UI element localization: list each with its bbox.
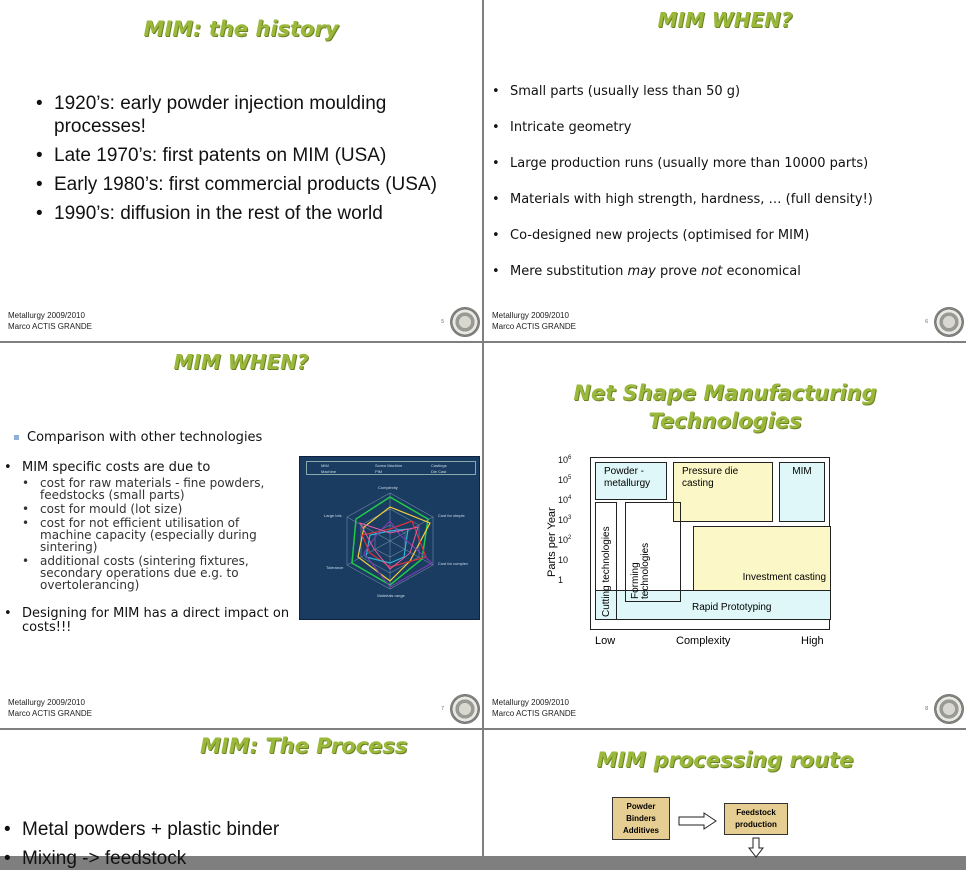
bullet-list — [36, 92, 476, 225]
y-tick: $10^4$ — [558, 495, 572, 505]
mim-box: MIM — [779, 462, 825, 522]
footer-line-1: Metallurgy 2009/2010 — [492, 311, 569, 320]
slide-title: MIM WHEN? — [657, 8, 793, 32]
list-item: • Intricate geometry — [492, 120, 962, 136]
slide-title: MIM processing route — [596, 748, 854, 772]
bullet-list — [4, 818, 474, 870]
text-part: Mere substitution — [510, 264, 628, 279]
footer-line-1: Metallurgy 2009/2010 — [8, 311, 85, 320]
y-tick: $10^2$ — [558, 535, 572, 545]
list-item: • Mixing -> feedstock — [4, 847, 474, 870]
y-tick: 10 — [558, 555, 569, 565]
slide-title: MIM WHEN? — [173, 350, 309, 374]
slide-10 — [484, 730, 966, 856]
footer-line-2: Marco ACTIS GRANDE — [8, 322, 93, 331]
forming-technologies-box — [625, 502, 681, 602]
footer — [492, 310, 576, 332]
sub-list-item: • additional costs (sintering fixtures, secondary operations due e.g. to overtolerancing) — [22, 555, 294, 591]
legend-item: MIM — [321, 463, 329, 468]
university-seal-icon — [934, 307, 964, 337]
page-number: 5 — [441, 319, 444, 325]
rapid-prototyping-box: Rapid Prototyping — [595, 590, 831, 620]
footer-line-2: Marco ACTIS GRANDE — [492, 709, 577, 718]
y-tick: $10^6$ — [558, 455, 572, 465]
slide-6 — [484, 0, 966, 341]
slide-title — [484, 379, 966, 435]
university-seal-icon — [934, 694, 964, 724]
list-item: • 1990’s: diffusion in the rest of the world — [36, 202, 476, 225]
list-item: • Early 1980’s: first commercial products (USA) — [36, 173, 476, 196]
list-item-text: MIM specific costs are due to — [22, 460, 211, 475]
list-item: • Small parts (usually less than 50 g) — [492, 84, 962, 100]
axis-label: Tolerance — [326, 565, 344, 570]
sub-list-item: • cost for raw materials - fine powders, feedstocks (small parts) — [22, 477, 294, 501]
radar-chart — [299, 456, 480, 620]
emphasis: may — [627, 264, 656, 279]
list-item: • Large production runs (usually more than 10000 parts) — [492, 156, 962, 172]
title-line-2: Technologies — [648, 409, 802, 433]
axis-label: Cost for simple — [438, 513, 465, 518]
page-number: 7 — [441, 706, 444, 712]
legend-item: PIM — [375, 469, 383, 474]
list-item — [492, 264, 962, 280]
list-item: • Materials with high strength, hardness, … (full density!) — [492, 192, 962, 208]
list-item: • Metal powders + plastic binder — [4, 818, 474, 841]
list-item: • Co-designed new projects (optimised for MIM) — [492, 228, 962, 244]
x-label-low: Low — [595, 635, 616, 647]
footer — [8, 310, 92, 332]
raw-materials-box: Powder Binders Additives — [612, 797, 670, 840]
powder-metallurgy-box: Powder - metallurgy — [595, 462, 667, 500]
text-part: economical — [722, 264, 801, 279]
investment-casting-box: Investment casting — [693, 526, 831, 592]
forming-label: Forming — [630, 562, 641, 599]
x-axis-label: Complexity — [676, 635, 731, 647]
footer-line-2: Marco ACTIS GRANDE — [492, 322, 577, 331]
feedstock-production-box: Feedstock production — [724, 803, 788, 835]
title-line-1: Net Shape Manufacturing — [573, 381, 877, 405]
intro-text: Comparison with other technologies — [27, 430, 263, 445]
slide-7 — [0, 343, 482, 728]
legend-item: Machine — [321, 469, 337, 474]
legend-item: Castings — [431, 463, 447, 468]
slide-title: MIM: the history — [143, 17, 339, 41]
axis-label: Cost for complex — [438, 561, 469, 566]
university-seal-icon — [450, 694, 480, 724]
y-tick: $10^5$ — [558, 475, 572, 485]
university-seal-icon — [450, 307, 480, 337]
y-axis-label: Parts per Year — [546, 507, 558, 577]
list-item — [4, 461, 294, 591]
bullet-list — [492, 84, 962, 280]
slide-title: MIM: The Process — [200, 734, 408, 758]
legend-item: Die Cast — [431, 469, 447, 474]
footer — [492, 697, 576, 719]
forming-label: technologies — [640, 542, 651, 599]
legend-item: Screw Machine — [375, 463, 403, 468]
sub-list-item: • cost for mould (lot size) — [22, 503, 294, 515]
list-item: • Late 1970’s: first patents on MIM (USA) — [36, 144, 476, 167]
list-item: • 1920’s: early powder injection moulding processes! — [36, 92, 476, 138]
slide-5 — [0, 0, 482, 341]
footer-line-2: Marco ACTIS GRANDE — [8, 709, 93, 718]
bullet-list — [4, 461, 294, 635]
list-item: • Designing for MIM has a direct impact on costs!!! — [4, 607, 294, 635]
axis-label: Complexity — [378, 485, 398, 490]
footer-line-1: Metallurgy 2009/2010 — [8, 698, 85, 707]
y-tick: 1 — [558, 575, 564, 585]
sub-bullet-list — [22, 477, 294, 591]
footer-line-1: Metallurgy 2009/2010 — [492, 698, 569, 707]
page-number: 6 — [925, 319, 928, 325]
intro-line — [14, 430, 262, 445]
axis-label: Large lots — [324, 513, 342, 518]
emphasis: not — [701, 264, 723, 279]
down-arrow-icon — [748, 838, 764, 858]
axis-label: Materials range — [377, 593, 405, 598]
square-bullet-icon — [14, 435, 19, 440]
cutting-technologies-box — [595, 502, 617, 620]
footer — [8, 697, 92, 719]
x-label-high: High — [801, 635, 824, 647]
slide-8 — [484, 343, 966, 728]
cutting-label: Cutting technologies — [601, 526, 612, 617]
text-part: prove — [655, 264, 702, 279]
slide-9 — [0, 730, 482, 869]
page-number: 8 — [925, 706, 928, 712]
y-tick: $10^3$ — [558, 515, 572, 525]
right-arrow-icon — [678, 812, 718, 830]
sub-list-item: • cost for not efficient utilisation of machine capacity (especially during sintering) — [22, 517, 294, 553]
pressure-die-casting-box: Pressure die casting — [673, 462, 773, 522]
chart-frame — [590, 457, 830, 630]
